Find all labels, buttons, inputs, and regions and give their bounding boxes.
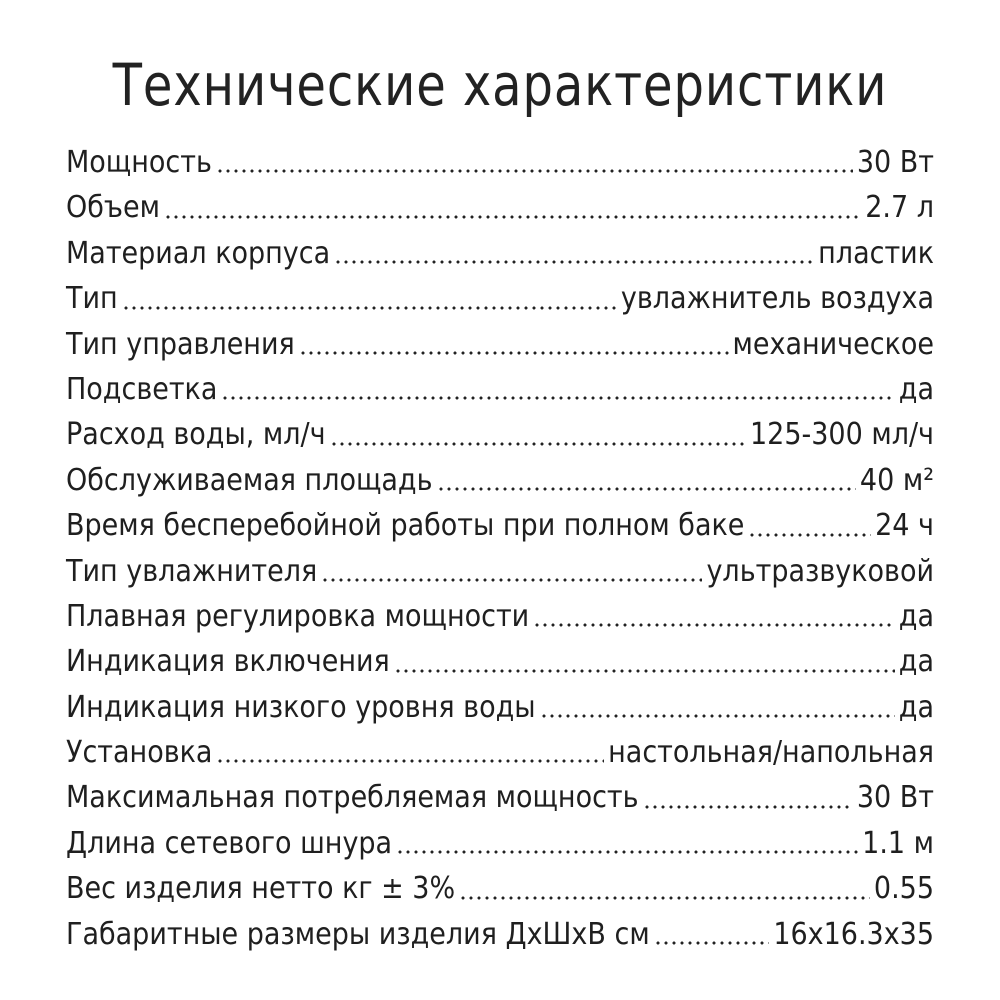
spec-label: Подсветка [66, 371, 218, 407]
spec-row-dimensions [66, 912, 934, 957]
spec-value: да [898, 689, 934, 725]
spec-label: Объем [66, 190, 160, 226]
spec-value: настольная/напольная [608, 735, 934, 771]
spec-row-power-indicator [66, 639, 934, 684]
spec-label: Тип увлажнителя [66, 553, 318, 589]
spec-row-placement [66, 730, 934, 775]
spec-value: 30 Вт [856, 145, 934, 180]
spec-value: 40 м² [859, 462, 934, 498]
dot-leader [334, 260, 814, 264]
spec-label: Тип управления [66, 326, 295, 362]
spec-row-net-weight [66, 866, 934, 911]
dot-leader [654, 941, 770, 945]
spec-value: 16x16.3x35 [773, 916, 934, 952]
spec-label: Индикация низкого уровня воды [66, 689, 536, 725]
spec-value: 24 ч [875, 508, 934, 544]
spec-list [66, 140, 934, 957]
spec-value: ультразвуковой [706, 553, 934, 589]
spec-label: Обслуживаемая площадь [66, 462, 433, 498]
spec-row-cord-length [66, 821, 934, 866]
dot-leader [533, 623, 895, 627]
dot-leader [216, 169, 853, 173]
dot-leader [748, 533, 871, 537]
spec-value: 1.1 м [862, 825, 934, 861]
dot-leader [643, 805, 853, 809]
spec-row-backlight [66, 367, 934, 412]
spec-label: Вес изделия нетто кг ± 3% [66, 871, 456, 907]
spec-value: механическое [732, 326, 934, 362]
spec-value: увлажнитель воздуха [620, 281, 934, 317]
spec-label: Мощность [66, 145, 212, 180]
dot-leader [164, 215, 861, 219]
spec-value: 0.55 [873, 871, 934, 907]
spec-row-low-water-indicator [66, 685, 934, 730]
spec-label: Максимальная потребляемая мощность [66, 780, 639, 816]
spec-label: Плавная регулировка мощности [66, 598, 530, 634]
spec-row-humidifier-type [66, 549, 934, 594]
spec-value: пластик [818, 235, 934, 271]
dot-leader [540, 714, 895, 718]
dot-leader [221, 396, 894, 400]
spec-label: Габаритные размеры изделия ДхШхВ см [66, 916, 650, 952]
spec-row-power [66, 140, 934, 185]
spec-label: Расход воды, мл/ч [66, 417, 326, 453]
spec-label: Индикация включения [66, 644, 390, 680]
dot-leader [459, 896, 870, 900]
spec-row-service-area [66, 458, 934, 503]
spec-label: Тип [66, 281, 118, 317]
dot-leader [122, 306, 617, 310]
spec-row-water-consumption [66, 412, 934, 457]
dot-leader [321, 578, 702, 582]
spec-row-smooth-power-control [66, 594, 934, 639]
dot-leader [394, 669, 895, 673]
spec-label: Установка [66, 735, 213, 771]
spec-row-max-power [66, 775, 934, 820]
spec-value: да [898, 371, 934, 407]
spec-row-body-material [66, 231, 934, 276]
spec-row-runtime [66, 503, 934, 548]
page-title: Технические характеристики [112, 51, 888, 119]
spec-value: да [898, 644, 934, 680]
spec-label: Материал корпуса [66, 235, 331, 271]
dot-leader [396, 850, 858, 854]
dot-leader [216, 759, 604, 763]
spec-value: да [898, 598, 934, 634]
spec-row-volume [66, 185, 934, 230]
spec-row-control-type [66, 322, 934, 367]
spec-value: 2.7 л [865, 190, 934, 226]
spec-value: 30 Вт [856, 780, 934, 816]
spec-label: Время бесперебойной работы при полном баке [66, 508, 745, 544]
spec-row-type [66, 276, 934, 321]
spec-value: 125-300 мл/ч [750, 417, 934, 453]
dot-leader [437, 487, 856, 491]
spec-label: Длина сетевого шнура [66, 825, 393, 861]
dot-leader [330, 442, 746, 446]
dot-leader [299, 351, 729, 355]
